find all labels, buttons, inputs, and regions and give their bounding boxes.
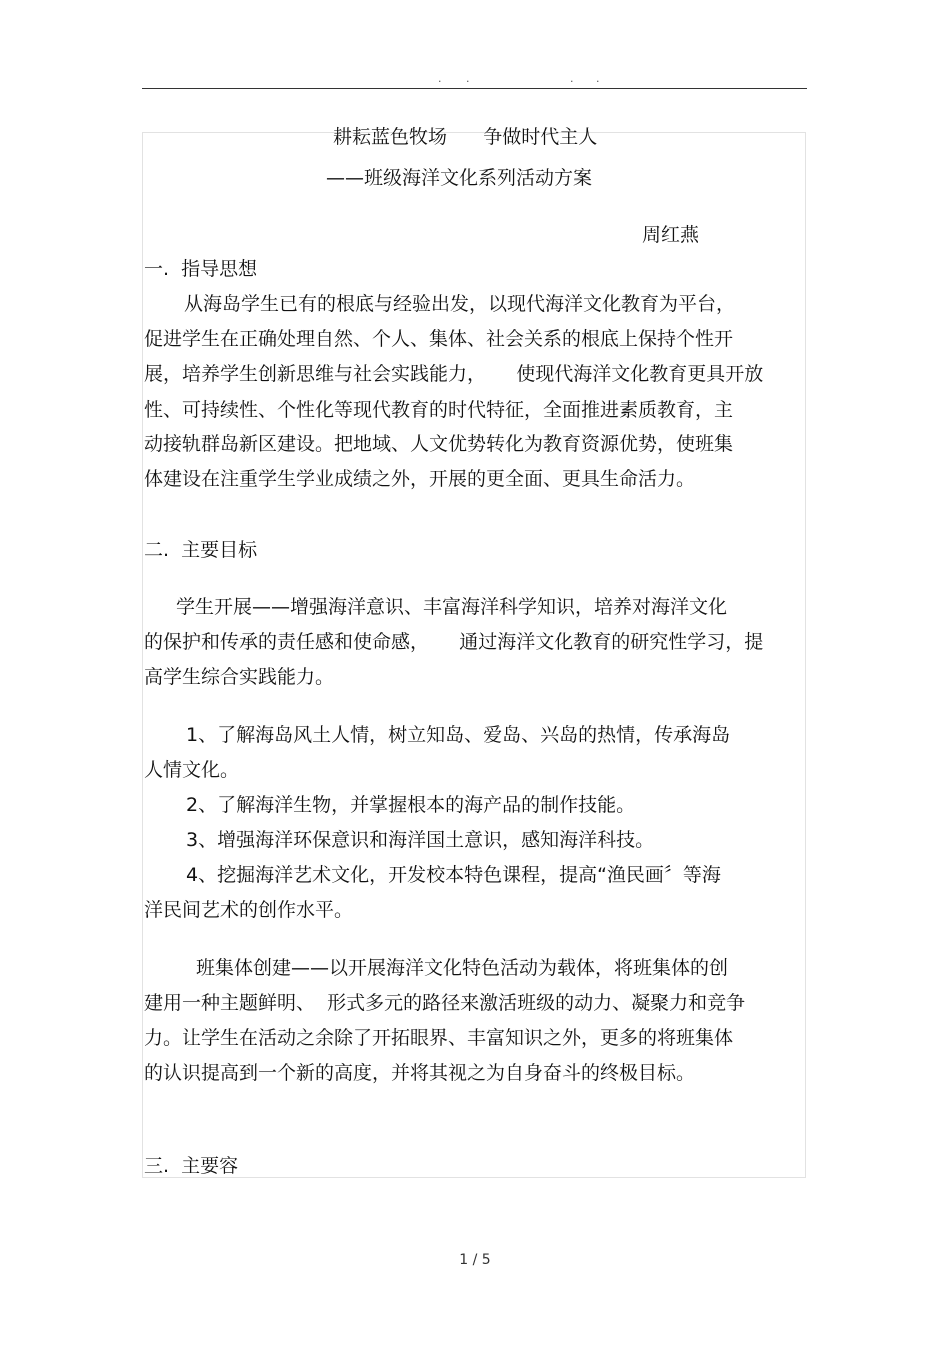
list-item: 洋民间艺术的创作水平。 (144, 899, 354, 921)
document-title: 耕耘蓝色牧场 争做时代主人 (333, 126, 598, 148)
header-rule (142, 88, 807, 89)
page-number: 1 / 5 (459, 1252, 491, 1268)
paragraph-line: 体建设在注重学生学业成绩之外，开展的更全面、更具生命活力。 (144, 468, 696, 490)
header-mark: . (466, 72, 470, 85)
section-heading: 三. 主要容 (144, 1155, 239, 1177)
list-item: 1、了解海岛风土人情，树立知岛、爱岛、兴岛的热情，传承海岛 (186, 724, 731, 746)
section-heading: 一. 指导思想 (144, 258, 258, 280)
paragraph-line: 力。让学生在活动之余除了开拓眼界、丰富知识之外，更多的将班集体 (144, 1027, 734, 1049)
paragraph-line: 的保护和传承的责任感和使命感， 通过海洋文化教育的研究性学习，提 (144, 631, 764, 653)
paragraph-line: 建用一种主题鲜明、 形式多元的路径来激活班级的动力、凝聚力和竞争 (144, 992, 746, 1014)
paragraph-line: 学生开展——增强海洋意识、丰富海洋科学知识，培养对海洋文化 (176, 596, 728, 618)
list-item: 4、挖掘海洋艺术文化，开发校本特色课程，提高“渔民画〞等海 (186, 864, 721, 886)
document-subtitle: ——班级海洋文化系列活动方案 (326, 167, 593, 189)
section-heading: 二. 主要目标 (144, 539, 258, 561)
paragraph-line: 班集体创建——以开展海洋文化特色活动为载体，将班集体的创 (196, 957, 729, 979)
author-name: 周红燕 (642, 224, 700, 246)
page-header-marks (0, 72, 950, 86)
paragraph-line: 促进学生在正确处理自然、个人、集体、社会关系的根底上保持个性开 (144, 328, 734, 350)
header-mark: . (596, 72, 600, 85)
paragraph-line: 的认识提高到一个新的高度，并将其视之为自身奋斗的终极目标。 (144, 1062, 696, 1084)
header-mark: . (570, 72, 574, 85)
list-item: 2、了解海洋生物，并掌握根本的海产品的制作技能。 (186, 794, 636, 816)
paragraph-line: 高学生综合实践能力。 (144, 666, 335, 688)
header-mark: . (438, 72, 442, 85)
content-frame (142, 132, 806, 1178)
paragraph-line: 从海岛学生已有的根底与经验出发，以现代海洋文化教育为平台， (184, 293, 736, 315)
paragraph-line: 展，培养学生创新思维与社会实践能力， 使现代海洋文化教育更具开放 (144, 363, 764, 385)
paragraph-line: 动接轨群岛新区建设。把地域、人文优势转化为教育资源优势，使班集 (144, 433, 734, 455)
list-item: 人情文化。 (144, 759, 240, 781)
list-item: 3、增强海洋环保意识和海洋国土意识，感知海洋科技。 (186, 829, 655, 851)
paragraph-line: 性、可持续性、个性化等现代教育的时代特征，全面推进素质教育，主 (144, 399, 734, 421)
